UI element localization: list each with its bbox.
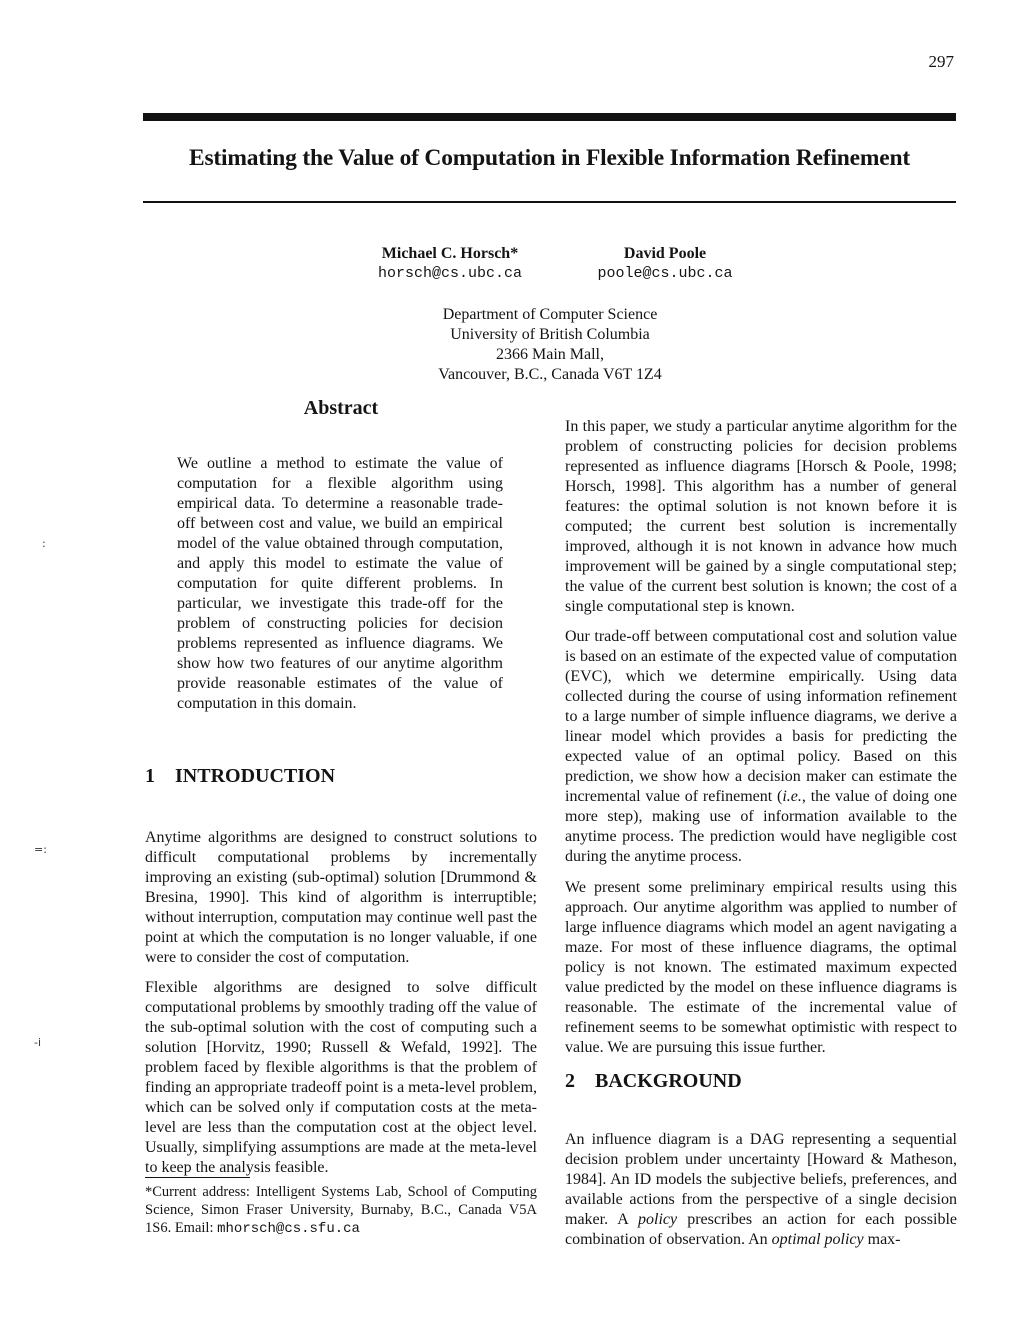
footnote-text: *Current address: Intelligent Systems Lab, School of Computing Science, Simon Fraser University, Burnaby, B.C., Canada V5A 1S6. Email:	[145, 1184, 537, 1236]
author-email: poole@cs.ubc.ca	[597, 265, 733, 282]
intro-paragraph-3: In this paper, we study a particular anytime algorithm for the problem of constructing policies for decision problems represented as influence diagrams [Horsch & Poole, 1998; Horsch, 1998]. This algorithm has a number of general features: the optimal solution is not known before it is computed; the current best solution is incrementally improved, although it is not known in advance how much improvement will be gained by a single computational step; the value of the current best solution is known; the cost of a single computational step is known.	[565, 418, 957, 615]
section-number: 2	[565, 1070, 575, 1092]
author-block-horsch	[350, 244, 550, 284]
author-name: Michael C. Horsch*	[381, 245, 519, 262]
footnote	[145, 1183, 537, 1238]
affiliation	[350, 305, 750, 385]
policy-italic: policy	[638, 1211, 678, 1228]
margin-mark: :	[42, 537, 46, 550]
abstract-body: We outline a method to estimate the value of computation for a flexible algorithm using empirical data. To determine a reasonable trade-off between cost and value, we build an empirical model of the value obtained through computation, and apply this model to estimate the value of computation for quite different problems. In particular, we investigate this trade-off for the problem of constructing policies for decision problems represented as influence diagrams. We show how two features of our anytime algorithm provide reasonable estimates of the value of computation in this domain.	[177, 455, 503, 712]
ie-italic: i.e.	[782, 788, 802, 805]
author-email: horsch@cs.ubc.ca	[377, 265, 523, 282]
paragraph-text: Our trade-off between computational cost and solution value is based on an estimate of the expected value of computation (EVC), which we determine empirically. Using data collected during the course of using information refinement to a large number of simple influence diagrams, we derive a linear model which provides a basis for predicting the expected value of an optimal policy. Based on this prediction, we show how a decision maker can estimate the incremental value of refinement (	[565, 628, 957, 805]
author-name: David Poole	[623, 245, 707, 262]
intro-paragraph-1: Anytime algorithms are designed to construct solutions to difficult computational problems by incrementally improving an existing (sub-optimal) solution [Drummond & Bresina, 1990]. This kind of algorithm is interruptible; without interruption, computation may continue well past the point at which the computation is no longer valuable, if one were to consider the cost of computation.	[145, 829, 537, 966]
paragraph-text: , the value of doing one more step), making use of information available to the anytime process. The prediction would have negligible cost during the anytime process.	[565, 788, 957, 865]
abstract-heading: Abstract	[303, 397, 379, 419]
affiliation-line: Department of Computer Science	[442, 306, 658, 323]
paragraph-text: prescribes an action for each possible combination of observation. An	[565, 1211, 957, 1248]
intro-paragraph-2: Flexible algorithms are designed to solve difficult computational problems by smoothly trading off the value of the sub-optimal solution with the cost of computing such a solution [Horvitz, 1990; Russell & Wefald, 1992]. The problem faced by flexible algorithms is that the problem of finding an appropriate tradeoff point is a meta-level problem, which can be solved only if computation costs at the meta-level are less than the computation cost at the object level. Usually, simplifying assumptions are made at the meta-level to keep the analysis feasible.	[145, 979, 538, 1176]
affiliation-line: 2366 Main Mall,	[496, 346, 604, 363]
paragraph-text: max-	[863, 1231, 901, 1248]
section-number: 1	[145, 765, 155, 787]
intro-paragraph-4	[565, 627, 957, 867]
section-heading-introduction	[145, 765, 335, 788]
section-title: INTRODUCTION	[175, 765, 336, 787]
footnote-email: mhorsch@cs.sfu.ca	[217, 1221, 360, 1237]
page-number: 297	[928, 52, 954, 71]
section-title: BACKGROUND	[595, 1070, 742, 1092]
background-paragraph-1	[565, 1130, 957, 1250]
footnote-rule	[145, 1177, 250, 1178]
margin-mark: -i	[34, 1036, 42, 1049]
affiliation-line: Vancouver, B.C., Canada V6T 1Z4	[438, 366, 662, 383]
section-heading-background	[565, 1070, 742, 1093]
top-rule	[143, 113, 956, 121]
intro-paragraph-5: We present some preliminary empirical results using this approach. Our anytime algorithm was applied to number of large influence diagrams which model an agent navigating a maze. For most of these influence diagrams, the optimal policy is not known. The estimated maximum expected value predicted by the model on these influence diagrams is reasonable. The estimate of the incremental value of refinement seems to be somewhat optimistic with respect to value. We are pursuing this issue further.	[565, 879, 957, 1056]
affiliation-line: University of British Columbia	[450, 326, 650, 343]
optimal-policy-italic: optimal policy	[771, 1231, 864, 1248]
margin-mark: =:	[34, 843, 47, 856]
paper-title: Estimating the Value of Computation in Flexible Information Refinement	[188, 145, 911, 171]
paragraph-text: An influence diagram is a DAG representing a sequential decision problem under uncertainty [Howard & Matheson, 1984]. An ID models the subjective beliefs, preferences, and available actions from the perspective of a single decision maker. A	[565, 1131, 957, 1228]
author-block-poole	[565, 244, 765, 284]
title-rule	[143, 201, 956, 203]
